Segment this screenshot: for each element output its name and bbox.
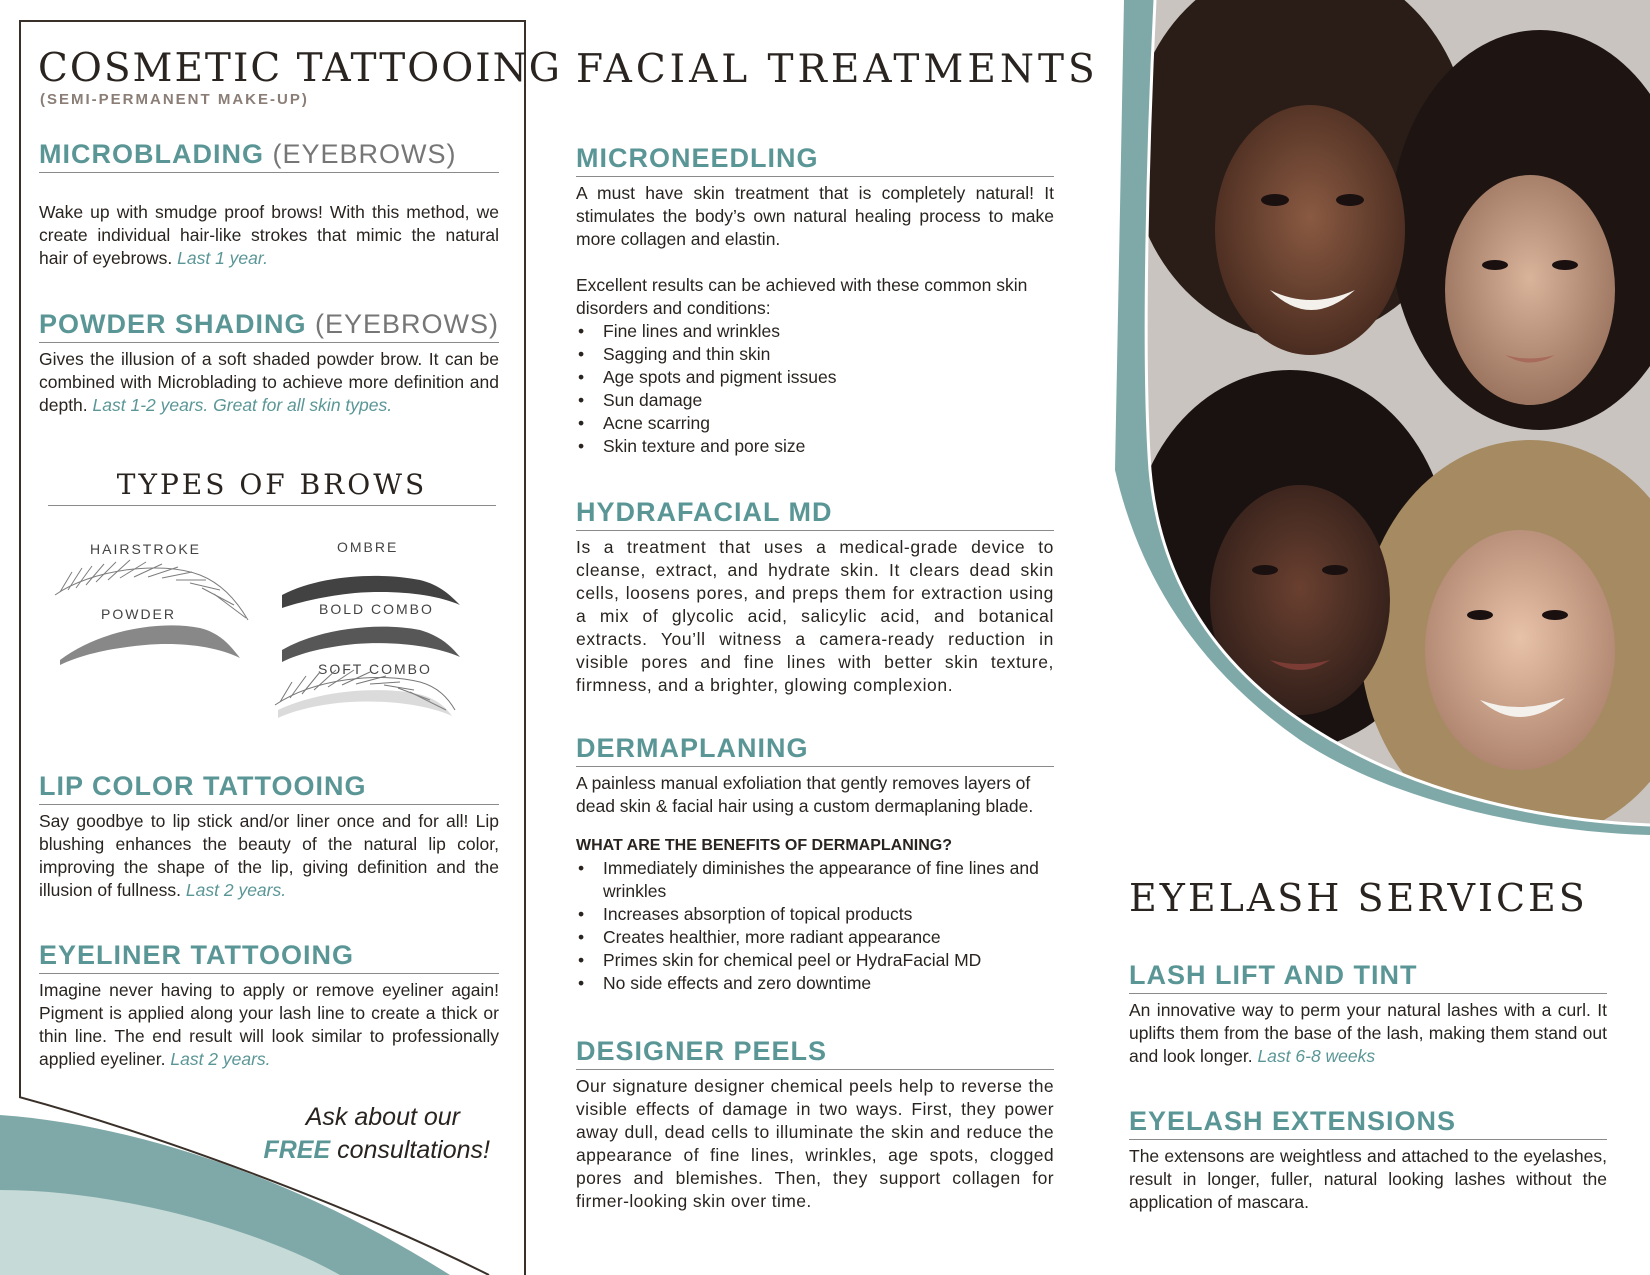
lash-lift-section: [1129, 960, 1607, 1068]
consultation-callout: [220, 1101, 490, 1167]
powder-heading-text: POWDER SHADING: [39, 309, 307, 339]
eyelash-title: EYELASH SERVICES: [1129, 876, 1588, 920]
brow-shapes: [50, 550, 490, 740]
dermaplaning-heading: DERMAPLANING: [576, 733, 1054, 767]
brow-label-soft-combo: SOFT COMBO: [318, 661, 432, 677]
microneedling-list: [576, 320, 1054, 458]
eyeliner-section: [39, 940, 499, 1071]
ombre-brow: [282, 576, 460, 608]
lash-lift-text: An innovative way to perm your natural lashes with a curl. It uplifts them from the base of the lash, making them stand out and look longer.: [1129, 1000, 1607, 1066]
eyeliner-duration: Last 2 years.: [170, 1049, 271, 1069]
microblading-heading: [39, 139, 499, 173]
list-item: • Fine lines and wrinkles: [576, 320, 1054, 343]
consult-text: consultations!: [337, 1136, 490, 1164]
extensions-heading: EYELASH EXTENSIONS: [1129, 1106, 1607, 1140]
list-item: • Acne scarring: [576, 412, 1054, 435]
powder-heading: [39, 309, 499, 343]
extensions-body: The extensons are weightless and attached to the eyelashes, result in longer, fuller, natural looking lashes without the application of mascara.: [1129, 1146, 1607, 1212]
facial-title: FACIAL TREATMENTS: [576, 47, 1099, 92]
brow-label-ombre: OMBRE: [337, 539, 399, 555]
brow-label-hairstroke: HAIRSTROKE: [90, 541, 202, 557]
consult-free: FREE: [263, 1136, 331, 1164]
hairstroke-brow: [55, 560, 248, 620]
powder-body: [39, 348, 499, 417]
brow-label-bold-combo: BOLD COMBO: [319, 601, 434, 617]
eyeliner-text: Imagine never having to apply or remove eyeliner again! Pigment is applied along your lash line to create a thick or thin line. The end result will look similar to professionally applied eyeliner.: [39, 980, 499, 1069]
peels-section: [576, 1036, 1054, 1213]
consult-line2: [220, 1134, 490, 1167]
lip-text: Say goodbye to lip stick and/or liner once and for all! Lip blushing enhances the beauty of the natural lip color, improving the shape of the lip, giving definition and the illusion of fullness.: [39, 811, 499, 900]
lash-lift-heading: LASH LIFT AND TINT: [1129, 960, 1607, 994]
microblading-heading-note: (EYEBROWS): [272, 139, 457, 169]
lip-heading: LIP COLOR TATTOOING: [39, 771, 499, 805]
eyeliner-heading: EYELINER TATTOOING: [39, 940, 499, 974]
peels-heading: DESIGNER PEELS: [576, 1036, 1054, 1070]
powder-heading-note: (EYEBROWS): [315, 309, 500, 339]
list-item: • Increases absorption of topical products: [576, 903, 1054, 926]
cosmetic-title: COSMETIC TATTOOING: [38, 46, 562, 91]
powder-duration: Last 1-2 years. Great for all skin types.: [92, 395, 393, 415]
group-portrait-photo: [1110, 0, 1650, 830]
list-item: • No side effects and zero downtime: [576, 972, 1054, 995]
microblading-duration: Last 1 year.: [177, 248, 268, 268]
hydrafacial-section: [576, 497, 1054, 697]
dermaplaning-list: [576, 857, 1054, 995]
lip-duration: Last 2 years.: [185, 880, 287, 900]
list-item: • Skin texture and pore size: [576, 435, 1054, 458]
panel-border-left: [19, 20, 21, 1097]
powder-section: [39, 309, 499, 417]
panel-border-right: [524, 20, 526, 1275]
microneedling-body1: A must have skin treatment that is completely natural! It stimulates the body’s own natural healing process to make more collagen and elastin.: [576, 183, 1054, 249]
lip-body: [39, 810, 499, 902]
lash-lift-duration: Last 6-8 weeks: [1257, 1046, 1376, 1066]
lash-lift-body: [1129, 999, 1607, 1068]
cosmetic-subtitle: (SEMI-PERMANENT MAKE-UP): [40, 91, 309, 108]
lip-section: [39, 771, 499, 902]
dermaplaning-benefits-heading: WHAT ARE THE BENEFITS OF DERMAPLANING?: [576, 837, 952, 854]
hydrafacial-heading: HYDRAFACIAL MD: [576, 497, 1054, 531]
hydrafacial-body: Is a treatment that uses a medical-grade device to cleanse, extract, and hydrate skin. It clears dead skin cells, loosens pores, and preps them for extraction using a mix of glycolic acid, salicylic acid, and botanical extracts. You’ll witness a camera-ready reduction in visible pores and fine lines with better skin texture, firmness, and a brighter, glowing complexion.: [576, 537, 1054, 695]
dermaplaning-body: A painless manual exfoliation that gently removes layers of dead skin & facial hair using a custom dermaplaning blade.: [576, 773, 1034, 816]
microneedling-heading: MICRONEEDLING: [576, 143, 1054, 177]
microblading-text: Wake up with smudge proof brows! With this method, we create individual hair-like strokes that mimic the natural hair of eyebrows.: [39, 202, 499, 268]
microneedling-section: [576, 143, 1054, 458]
list-item: • Age spots and pigment issues: [576, 366, 1054, 389]
consult-line1: Ask about our: [305, 1103, 460, 1131]
list-item: • Immediately diminishes the appearance of fine lines and wrinkles: [576, 857, 1054, 903]
powder-brow: [60, 625, 240, 665]
panel-border-top: [19, 20, 526, 22]
brow-label-powder: POWDER: [101, 606, 176, 622]
bold-combo-brow: [282, 627, 460, 662]
microneedling-body2: Excellent results can be achieved with these common skin disorders and conditions:: [576, 275, 1028, 318]
list-item: • Creates healthier, more radiant appearance: [576, 926, 1054, 949]
powder-text: Gives the illusion of a soft shaded powder brow. It can be combined with Microblading to achieve more definition and depth.: [39, 349, 499, 415]
extensions-section: [1129, 1106, 1607, 1214]
microblading-body: [39, 201, 499, 270]
dermaplaning-section: [576, 733, 1054, 995]
list-item: • Primes skin for chemical peel or HydraFacial MD: [576, 949, 1054, 972]
eyeliner-body: [39, 979, 499, 1071]
peels-body: Our signature designer chemical peels help to reverse the visible effects of damage in two ways. First, they power away dull, dead cells to illuminate the skin and reduce the appearance of fine lines, wrinkles, age spots, clogged pores and blemishes. Then, they support collagen for firmer-looking skin over time.: [576, 1076, 1054, 1211]
list-item: • Sun damage: [576, 389, 1054, 412]
list-item: • Sagging and thin skin: [576, 343, 1054, 366]
microblading-section: [39, 139, 499, 270]
brows-title: TYPES OF BROWS: [48, 468, 496, 506]
microblading-heading-text: MICROBLADING: [39, 139, 264, 169]
